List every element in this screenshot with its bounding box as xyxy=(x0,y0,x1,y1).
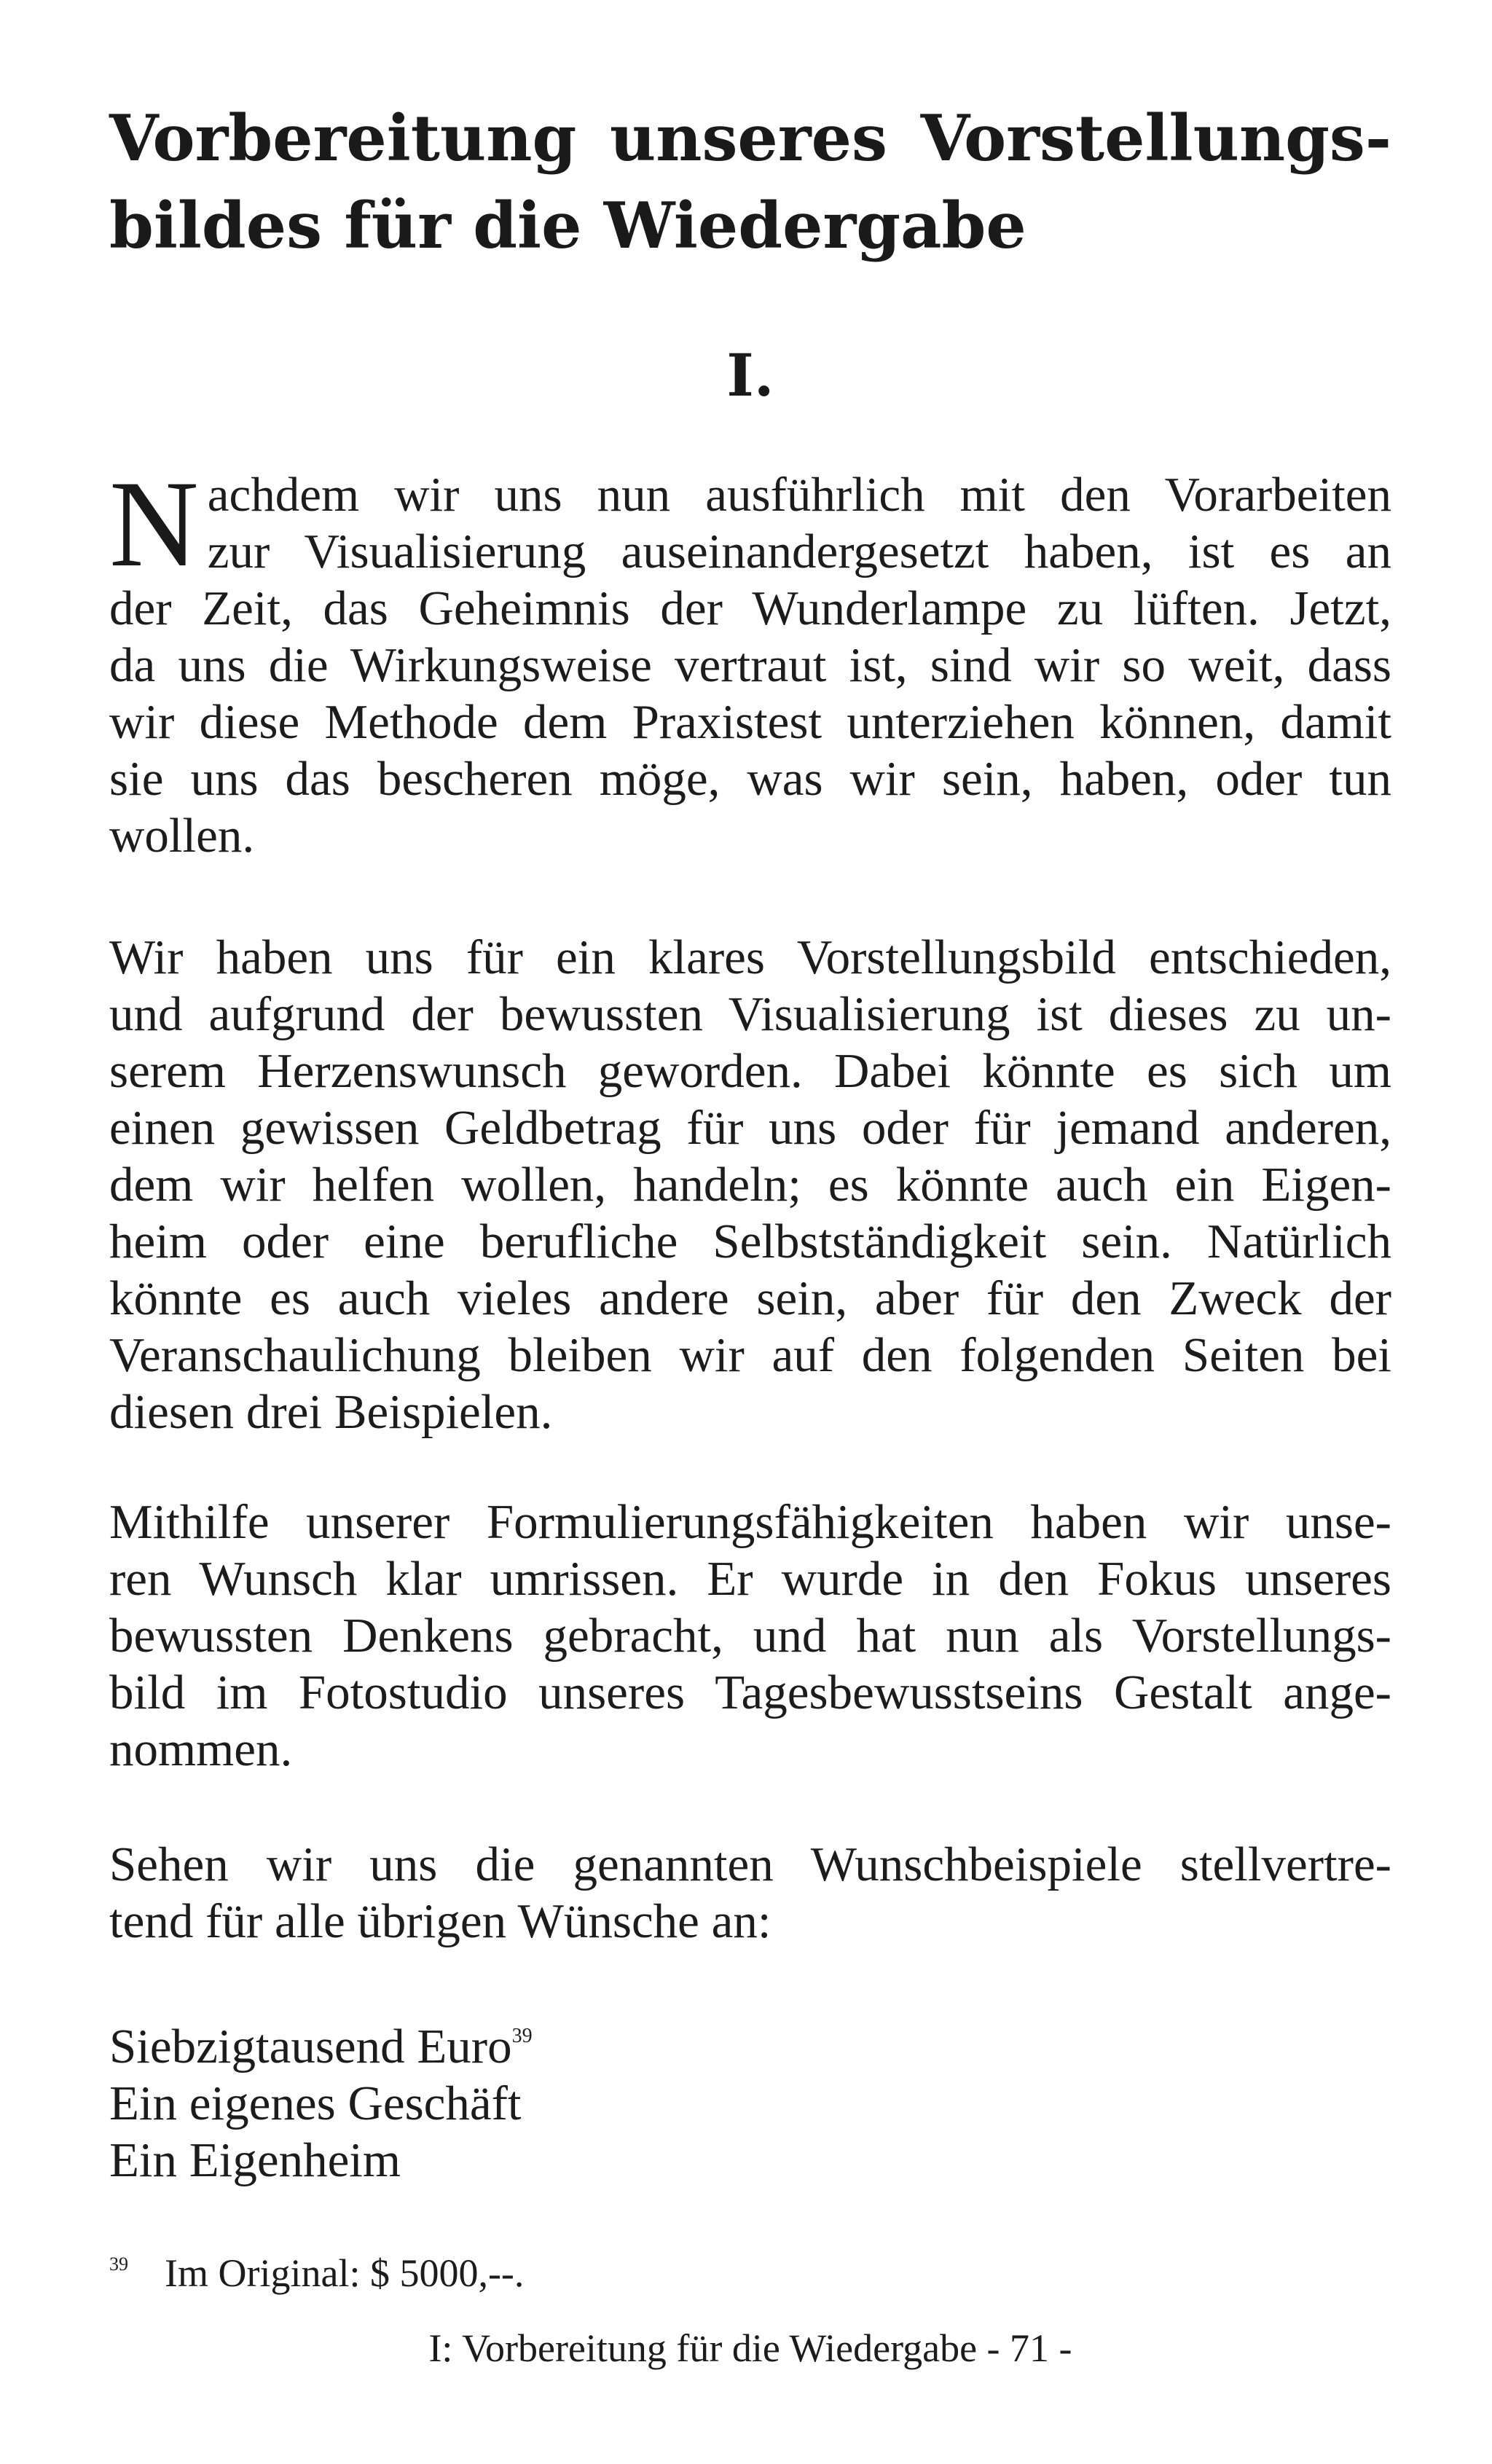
paragraph-1-opening xyxy=(109,466,1391,580)
paragraph-3 xyxy=(109,1494,1391,1778)
drop-cap: N xyxy=(109,466,199,580)
paragraph-line: Mithilfe unserer Formulierungsfähigkeiten haben wir unse- xyxy=(109,1495,1391,1549)
chapter-title xyxy=(109,95,1391,270)
wish-item xyxy=(109,2132,1391,2189)
paragraph-line: diesen drei Beispielen. xyxy=(109,1385,553,1439)
book-page xyxy=(109,0,1391,2464)
paragraph-line: zur Visualisierung auseinandergesetzt haben, ist es an xyxy=(207,525,1391,578)
section-number: I. xyxy=(726,341,774,409)
paragraph-4 xyxy=(109,1836,1391,1950)
paragraph-line: der Zeit, das Geheimnis der Wunderlampe zu lüften. Jetzt, xyxy=(109,581,1391,635)
chapter-title-line-2: bildes für die Wiedergabe xyxy=(109,188,1026,263)
wish-item-text: Siebzigtausend Euro xyxy=(109,2020,512,2073)
footnote-reference[interactable]: 39 xyxy=(511,2025,533,2047)
wish-item-text: Ein Eigenheim xyxy=(109,2133,401,2187)
paragraph-line: Wir haben uns für ein klares Vorstellungsbild entschieden, xyxy=(109,930,1391,984)
paragraph-line: serem Herzenswunsch geworden. Dabei könnte es sich um xyxy=(109,1044,1391,1098)
wish-list xyxy=(109,2018,1391,2189)
paragraph-line: bewussten Denkens gebracht, und hat nun als Vorstellungs- xyxy=(109,1609,1391,1663)
wish-item xyxy=(109,2018,1391,2075)
paragraph-line: ren Wunsch klar umrissen. Er wurde in den Fokus unseres xyxy=(109,1552,1391,1606)
wish-item xyxy=(109,2075,1391,2132)
paragraph-line: einen gewissen Geldbetrag für uns oder für jemand anderen, xyxy=(109,1101,1391,1155)
paragraph-line: sie uns das bescheren möge, was wir sein, haben, oder tun xyxy=(109,752,1391,806)
paragraph-line: könnte es auch vieles andere sein, aber für den Zweck der xyxy=(109,1271,1391,1325)
wish-item-text: Ein eigenes Geschäft xyxy=(109,2076,522,2130)
footnote-text: Im Original: $ 5000,--. xyxy=(165,2251,525,2295)
paragraph-line: und aufgrund der bewussten Visualisierung ist dieses zu un- xyxy=(109,987,1391,1041)
paragraph-line: tend für alle übrigen Wünsche an: xyxy=(109,1894,771,1948)
paragraph-line: Veranschaulichung bleiben wir auf den folgenden Seiten bei xyxy=(109,1328,1391,1382)
paragraph-line: achdem wir uns nun ausführlich mit den Vorarbeiten xyxy=(207,468,1391,522)
paragraph-line: da uns die Wirkungsweise vertraut ist, sind wir so weit, dass xyxy=(109,638,1391,692)
paragraph-1 xyxy=(109,466,1391,864)
running-footer: I: Vorbereitung für die Wiedergabe - 71 - xyxy=(428,2326,1072,2370)
paragraph-line: bild im Fotostudio unseres Tagesbewusstseins Gestalt ange- xyxy=(109,1665,1391,1719)
paragraph-line: heim oder eine berufliche Selbstständigkeit sein. Natürlich xyxy=(109,1215,1391,1268)
chapter-title-line-1: Vorbereitung unseres Vorstellungs- xyxy=(109,101,1391,176)
footnote: 39 Im Original: $ 5000,--. xyxy=(109,2251,525,2295)
paragraph-line: Sehen wir uns die genannten Wunschbeispiele stellvertre- xyxy=(109,1837,1391,1891)
paragraph-line: dem wir helfen wollen, handeln; es könnte auch ein Eigen- xyxy=(109,1158,1391,1212)
paragraph-2 xyxy=(109,929,1391,1440)
paragraph-line: nommen. xyxy=(109,1722,293,1776)
paragraph-line: wir diese Methode dem Praxistest unterziehen können, damit xyxy=(109,695,1391,749)
paragraph-line: wollen. xyxy=(109,809,255,863)
